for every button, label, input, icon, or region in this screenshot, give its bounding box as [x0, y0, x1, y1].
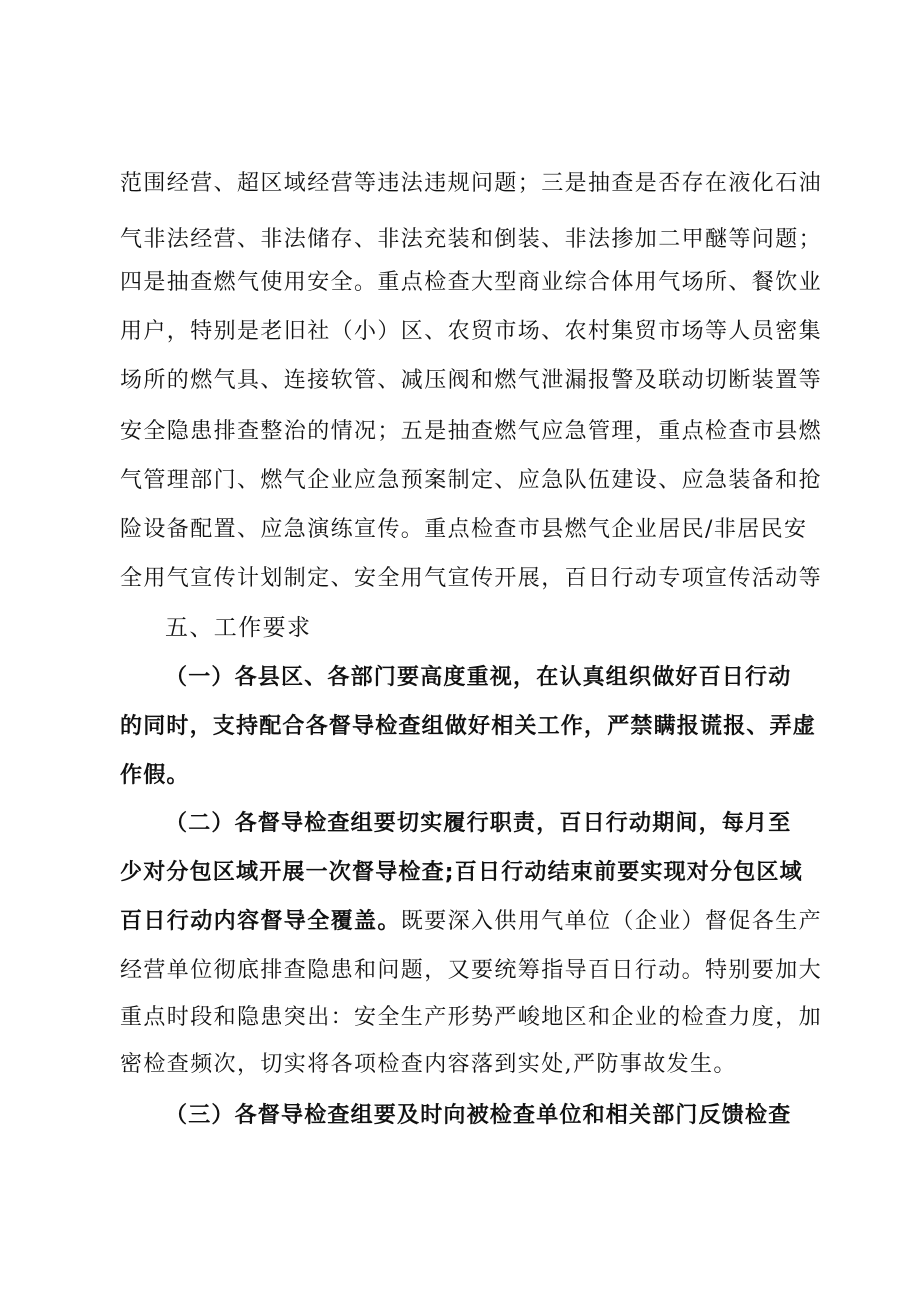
paragraph-line: 安全隐患排查整治的情况；五是抽查燃气应急管理，重点检查市县燃 [120, 419, 823, 444]
paragraph-line: 气非法经营、非法储存、非法充装和倒装、非法掺加二甲醚等问题； [120, 227, 823, 252]
requirement-line: （一）各县区、各部门要高度重视，在认真组织做好百日行动 [165, 665, 792, 690]
paragraph-line: 范围经营、超区域经营等违法违规问题；三是抽查是否存在液化石油 [120, 171, 823, 196]
paragraph-line: 险设备配置、应急演练宣传。重点检查市县燃气企业居民/非居民安 [120, 517, 808, 542]
requirement-line: 作假。 [120, 763, 190, 788]
paragraph-line: 经营单位彻底排查隐患和问题，又要统筹指导百日行动。特别要加大 [120, 958, 823, 983]
requirement-normal-segment: 既要深入供用气单位（企业）督促各生产 [400, 909, 823, 934]
paragraph-line: 场所的燃气具、连接软管、减压阀和燃气泄漏报警及联动切断装置等 [120, 368, 823, 393]
paragraph-line: 密检查频次，切实将各项检查内容落到实处,严防事故发生。 [120, 1052, 737, 1077]
requirement-line: （二）各督导检查组要切实履行职责，百日行动期间，每月至 [165, 811, 792, 836]
requirement-mixed-line [120, 907, 823, 937]
paragraph-line: 全用气宣传计划制定、安全用气宣传开展，百日行动专项宣传活动等 [120, 566, 823, 591]
paragraph-line: 用户，特别是老旧社（小）区、农贸市场、农村集贸市场等人员密集 [120, 319, 823, 344]
paragraph-line: 气管理部门、燃气企业应急预案制定、应急队伍建设、应急装备和抢 [120, 468, 823, 493]
requirement-bold-segment: 百日行动内容督导全覆盖。 [120, 909, 401, 934]
section-heading: 五、工作要求 [165, 615, 312, 641]
paragraph-line: 重点时段和隐患突出：安全生产形势严峻地区和企业的检查力度，加 [120, 1005, 823, 1030]
requirement-line: 少对分包区域开展一次督导检查;百日行动结束前要实现对分包区域 [120, 860, 803, 885]
paragraph-line: 四是抽查燃气使用安全。重点检查大型商业综合体用气场所、餐饮业 [120, 270, 823, 295]
requirement-line: 的同时，支持配合各督导检查组做好相关工作，严禁瞒报谎报、弄虚 [120, 714, 817, 739]
requirement-line: （三）各督导检查组要及时向被检查单位和相关部门反馈检查 [165, 1103, 792, 1128]
